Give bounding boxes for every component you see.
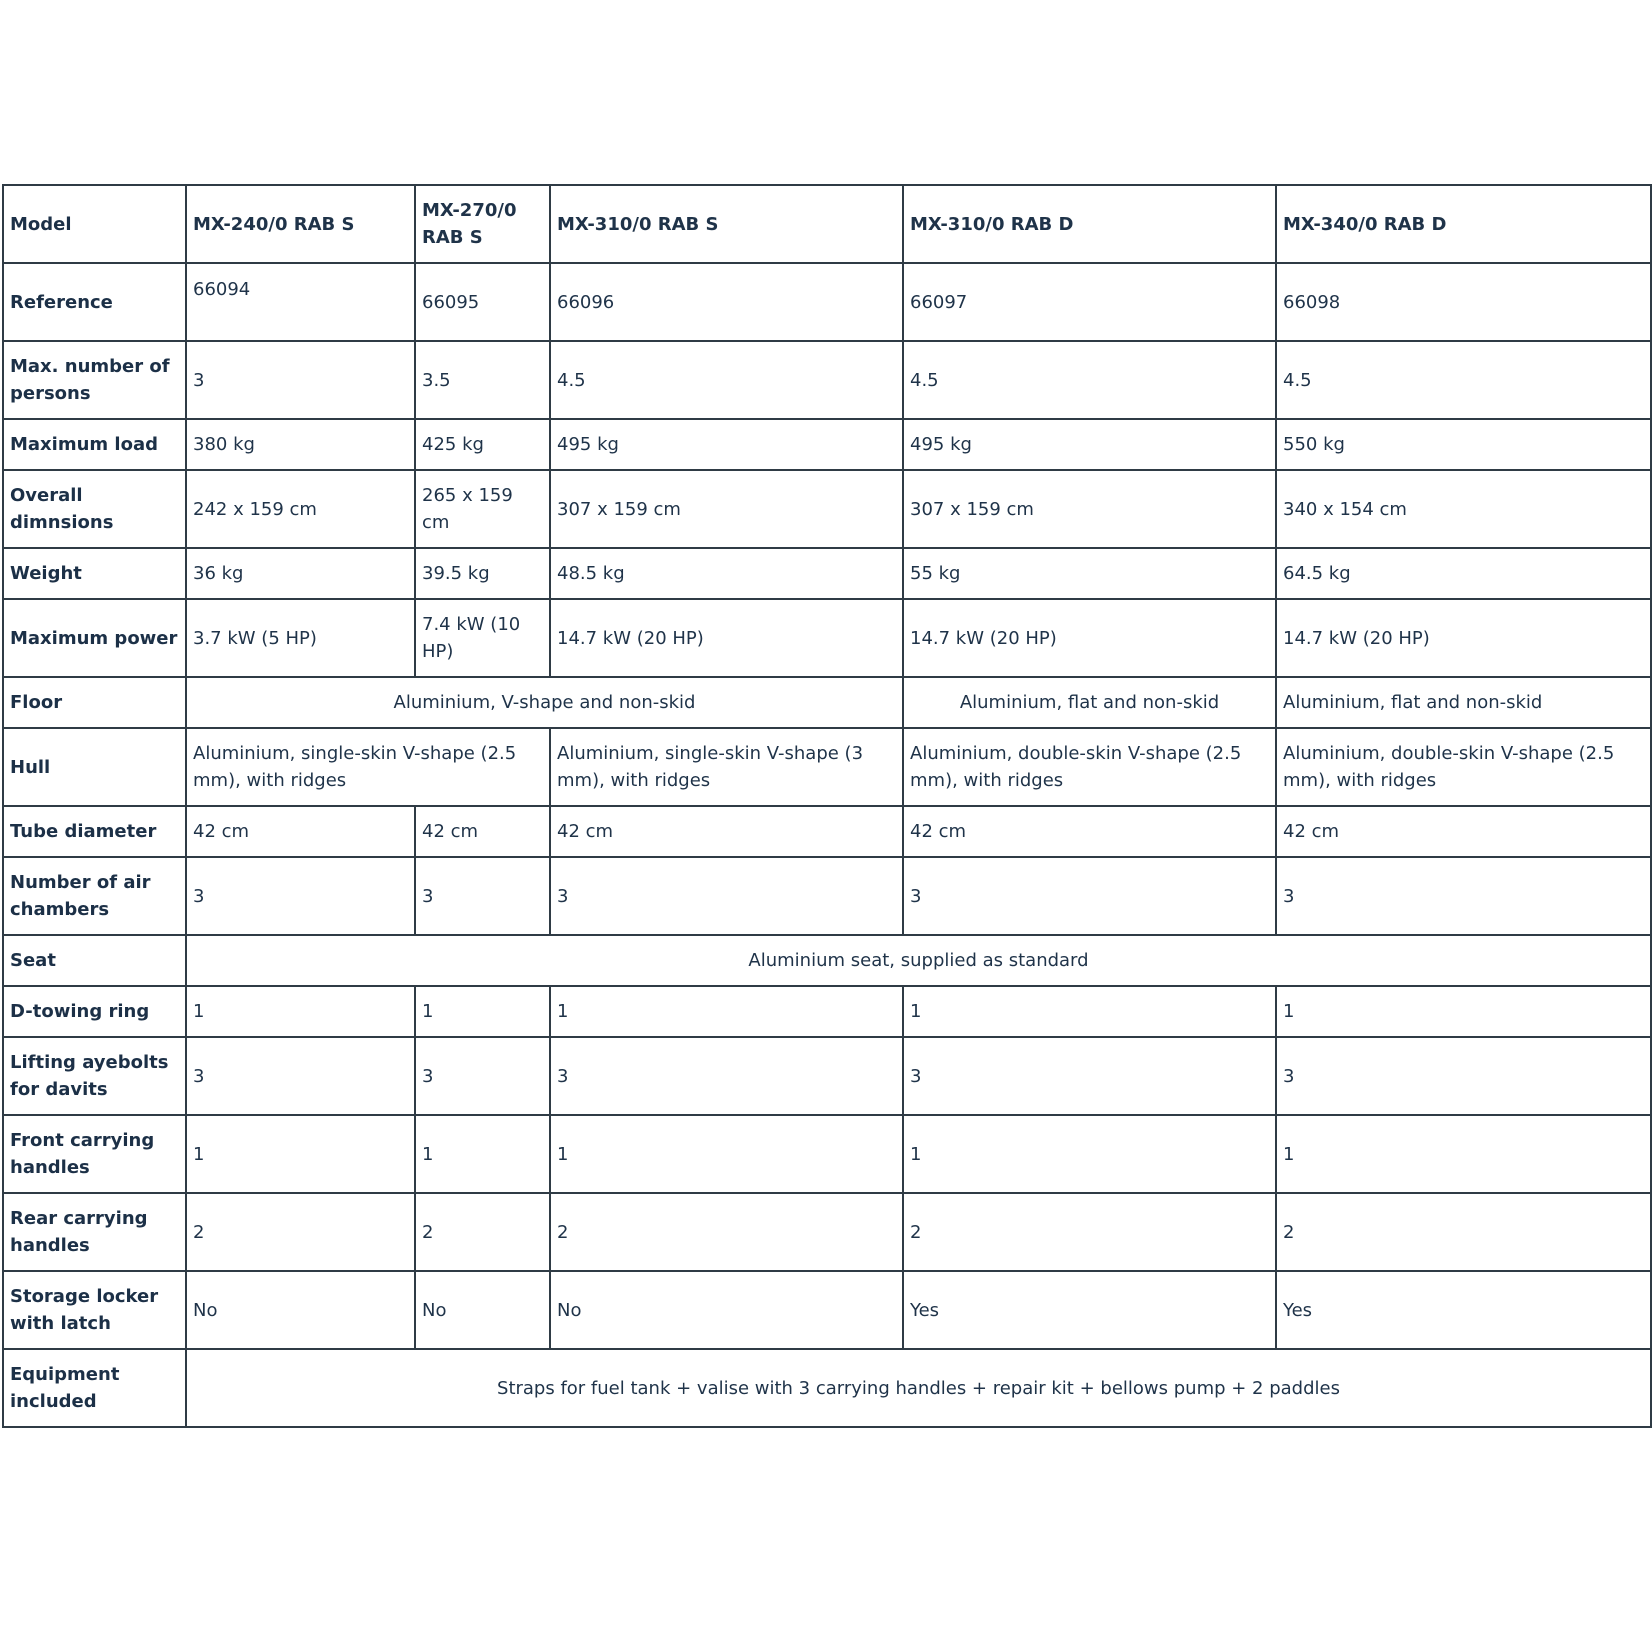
table-row-seat — [3, 935, 1651, 986]
table-cell: 2 — [903, 1193, 1276, 1271]
table-cell: 7.4 kW (10 HP) — [415, 599, 550, 677]
table-cell: Aluminium, V-shape and non-skid — [186, 677, 903, 728]
table-cell: 3 — [550, 1037, 903, 1115]
table-cell: Aluminium, flat and non-skid — [1276, 677, 1651, 728]
header-cell-mx-310-s: MX-310/0 RAB S — [550, 185, 903, 263]
table-cell: 42 cm — [550, 806, 903, 857]
table-row-persons — [3, 341, 1651, 419]
table-cell: No — [186, 1271, 415, 1349]
table-cell: 3 — [415, 857, 550, 935]
table-row-load — [3, 419, 1651, 470]
row-label: Floor — [3, 677, 186, 728]
table-cell: 1 — [186, 986, 415, 1037]
table-row-tube — [3, 806, 1651, 857]
table-cell: No — [550, 1271, 903, 1349]
table-row-dimensions — [3, 470, 1651, 548]
row-label: Seat — [3, 935, 186, 986]
table-cell: 1 — [186, 1115, 415, 1193]
table-cell: 66098 — [1276, 263, 1651, 341]
table-row-hull — [3, 728, 1651, 806]
table-cell: 1 — [550, 986, 903, 1037]
table-row-reference — [3, 263, 1651, 341]
table-cell: 3 — [903, 1037, 1276, 1115]
table-cell: 2 — [186, 1193, 415, 1271]
table-cell: 14.7 kW (20 HP) — [1276, 599, 1651, 677]
table-cell: 307 x 159 cm — [903, 470, 1276, 548]
table-cell: 2 — [415, 1193, 550, 1271]
table-cell: 265 x 159 cm — [415, 470, 550, 548]
table-cell: 1 — [1276, 986, 1651, 1037]
table-cell: 64.5 kg — [1276, 548, 1651, 599]
table-cell: 1 — [1276, 1115, 1651, 1193]
table-cell: 48.5 kg — [550, 548, 903, 599]
table-row-front-handles — [3, 1115, 1651, 1193]
row-label: Rear carrying handles — [3, 1193, 186, 1271]
table-cell: 1 — [415, 1115, 550, 1193]
table-row-rear-handles — [3, 1193, 1651, 1271]
table-row-locker — [3, 1271, 1651, 1349]
header-cell-mx-270: MX-270/0 RAB S — [415, 185, 550, 263]
table-cell: 42 cm — [186, 806, 415, 857]
row-label: Reference — [3, 263, 186, 341]
spec-table — [2, 184, 1652, 1428]
table-cell: Aluminium seat, supplied as standard — [186, 935, 1651, 986]
table-cell: 3 — [550, 857, 903, 935]
table-cell: 1 — [903, 1115, 1276, 1193]
table-cell: 66096 — [550, 263, 903, 341]
table-cell: 3 — [186, 857, 415, 935]
table-cell: 3 — [186, 1037, 415, 1115]
table-cell: 3 — [415, 1037, 550, 1115]
header-cell-mx-340-d: MX-340/0 RAB D — [1276, 185, 1651, 263]
table-cell: 3.5 — [415, 341, 550, 419]
table-cell: 340 x 154 cm — [1276, 470, 1651, 548]
table-cell: 3.7 kW (5 HP) — [186, 599, 415, 677]
row-label: Front carrying handles — [3, 1115, 186, 1193]
table-cell: 4.5 — [903, 341, 1276, 419]
table-cell: 425 kg — [415, 419, 550, 470]
table-cell: 66094 — [186, 263, 415, 341]
table-cell: 307 x 159 cm — [550, 470, 903, 548]
table-cell: 495 kg — [550, 419, 903, 470]
table-cell: 42 cm — [415, 806, 550, 857]
row-label: Storage locker with latch — [3, 1271, 186, 1349]
row-label: Tube diameter — [3, 806, 186, 857]
header-cell-mx-240: MX-240/0 RAB S — [186, 185, 415, 263]
table-cell: 1 — [903, 986, 1276, 1037]
table-cell: 2 — [550, 1193, 903, 1271]
table-row-floor — [3, 677, 1651, 728]
table-cell: 3 — [903, 857, 1276, 935]
table-cell: Straps for fuel tank + valise with 3 carrying handles + repair kit + bellows pump + 2 paddles — [186, 1349, 1651, 1427]
table-cell: 39.5 kg — [415, 548, 550, 599]
table-cell: 3 — [1276, 857, 1651, 935]
header-cell-model: Model — [3, 185, 186, 263]
table-cell: 42 cm — [903, 806, 1276, 857]
row-label: Overall dimnsions — [3, 470, 186, 548]
table-row-equipment — [3, 1349, 1651, 1427]
row-label: Max. number of persons — [3, 341, 186, 419]
row-label: Number of air chambers — [3, 857, 186, 935]
table-cell: 3 — [1276, 1037, 1651, 1115]
table-cell: 380 kg — [186, 419, 415, 470]
row-label: Weight — [3, 548, 186, 599]
table-cell: Aluminium, single-skin V-shape (3 mm), with ridges — [550, 728, 903, 806]
table-row-model — [3, 185, 1651, 263]
table-cell: 1 — [550, 1115, 903, 1193]
table-cell: Aluminium, single-skin V-shape (2.5 mm), with ridges — [186, 728, 550, 806]
row-label: Lifting ayebolts for davits — [3, 1037, 186, 1115]
table-cell: 2 — [1276, 1193, 1651, 1271]
table-row-chambers — [3, 857, 1651, 935]
table-cell: 14.7 kW (20 HP) — [903, 599, 1276, 677]
table-row-towing — [3, 986, 1651, 1037]
table-cell: 495 kg — [903, 419, 1276, 470]
table-cell: 1 — [415, 986, 550, 1037]
table-cell: 242 x 159 cm — [186, 470, 415, 548]
table-cell: 66095 — [415, 263, 550, 341]
table-cell: 4.5 — [1276, 341, 1651, 419]
table-row-eyebolts — [3, 1037, 1651, 1115]
row-label: Hull — [3, 728, 186, 806]
table-cell: Aluminium, double-skin V-shape (2.5 mm), with ridges — [903, 728, 1276, 806]
table-cell: 36 kg — [186, 548, 415, 599]
row-label: Maximum power — [3, 599, 186, 677]
table-cell: 550 kg — [1276, 419, 1651, 470]
table-row-weight — [3, 548, 1651, 599]
table-cell: 66097 — [903, 263, 1276, 341]
table-cell: 55 kg — [903, 548, 1276, 599]
table-cell: 42 cm — [1276, 806, 1651, 857]
table-cell: Aluminium, flat and non-skid — [903, 677, 1276, 728]
row-label: D-towing ring — [3, 986, 186, 1037]
table-cell: 14.7 kW (20 HP) — [550, 599, 903, 677]
row-label: Equipment included — [3, 1349, 186, 1427]
table-cell: 4.5 — [550, 341, 903, 419]
table-cell: 3 — [186, 341, 415, 419]
table-cell: No — [415, 1271, 550, 1349]
row-label: Maximum load — [3, 419, 186, 470]
header-cell-mx-310-d: MX-310/0 RAB D — [903, 185, 1276, 263]
table-cell: Aluminium, double-skin V-shape (2.5 mm), with ridges — [1276, 728, 1651, 806]
table-cell: Yes — [903, 1271, 1276, 1349]
table-cell: Yes — [1276, 1271, 1651, 1349]
table-row-power — [3, 599, 1651, 677]
